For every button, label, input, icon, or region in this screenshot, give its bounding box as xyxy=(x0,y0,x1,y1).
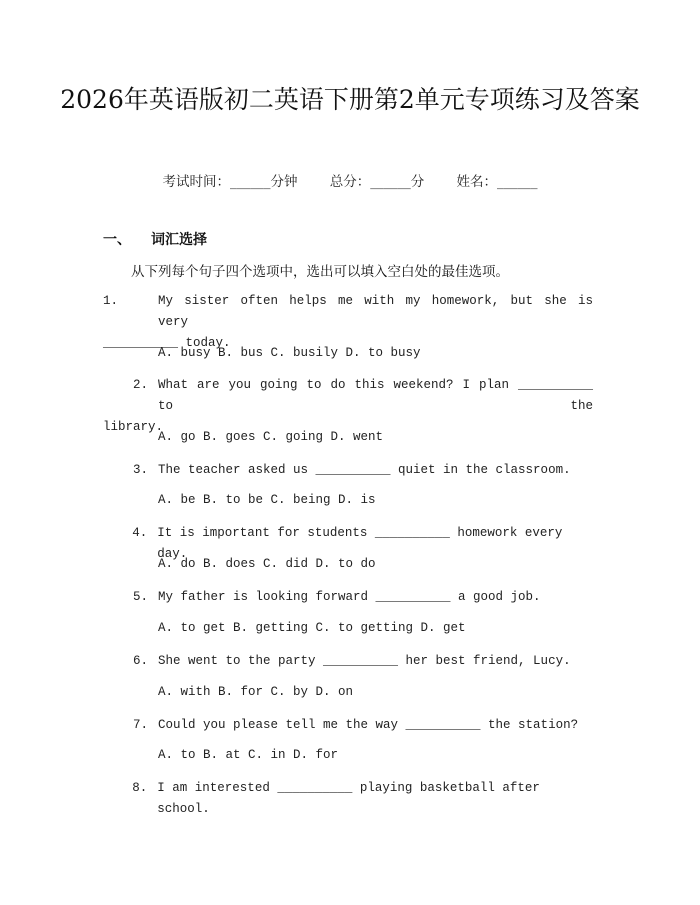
question-number: 3. xyxy=(132,463,148,477)
question-3 xyxy=(103,460,593,481)
section-title: 词汇选择 xyxy=(151,232,207,248)
question-number: 1. xyxy=(103,294,119,308)
section-number: 一、 xyxy=(103,232,131,248)
page-title: 2026年英语版初二英语下册第2单元专项练习及答案 xyxy=(60,85,640,114)
exam-time: 考试时间：______分钟 xyxy=(162,174,298,190)
question-number: 8. xyxy=(132,781,148,795)
question-6 xyxy=(103,651,593,672)
question-text: It is important for students __________ homework every day. xyxy=(157,526,563,561)
section-heading xyxy=(103,229,207,249)
exam-name-field: 姓名：______ xyxy=(456,174,538,190)
question-text: The teacher asked us __________ quiet in the classroom. xyxy=(158,463,571,477)
question-4-options: A. do B. does C. did D. to do xyxy=(158,557,376,571)
question-7-options: A. to B. at C. in D. for xyxy=(158,748,339,762)
question-1 xyxy=(103,291,593,354)
question-number: 2. xyxy=(132,378,148,392)
question-text: What are you going to do this weekend? I plan __________ to the xyxy=(158,378,593,413)
question-5 xyxy=(103,587,593,608)
exam-meta xyxy=(0,170,700,190)
question-1-options: A. busy B. bus C. busily D. to busy xyxy=(158,346,421,360)
question-2 xyxy=(103,375,593,438)
question-number: 7. xyxy=(132,718,148,732)
question-number: 4. xyxy=(132,526,148,540)
question-8 xyxy=(103,778,593,820)
question-text-continued: library. xyxy=(103,420,164,434)
question-7 xyxy=(103,715,593,736)
question-5-options: A. to get B. getting C. to getting D. get xyxy=(158,621,466,635)
question-text: My father is looking forward __________ a good job. xyxy=(158,590,541,604)
question-number: 6. xyxy=(132,654,148,668)
question-text: My sister often helps me with my homework, but she is very xyxy=(158,294,593,329)
question-2-options: A. go B. goes C. going D. went xyxy=(158,430,384,444)
question-text: Could you please tell me the way __________ the station? xyxy=(158,718,579,732)
question-text: I am interested __________ playing basketball after school. xyxy=(157,781,540,816)
exam-total-score: 总分：______分 xyxy=(329,174,425,190)
question-text: She went to the party __________ her best friend, Lucy. xyxy=(158,654,571,668)
question-3-options: A. be B. to be C. being D. is xyxy=(158,493,376,507)
question-number: 5. xyxy=(132,590,148,604)
question-6-options: A. with B. for C. by D. on xyxy=(158,685,354,699)
question-text-continued: __________ today. xyxy=(103,336,231,350)
section-instruction: 从下列每个句子四个选项中，选出可以填入空白处的最佳选项。 xyxy=(131,264,509,280)
